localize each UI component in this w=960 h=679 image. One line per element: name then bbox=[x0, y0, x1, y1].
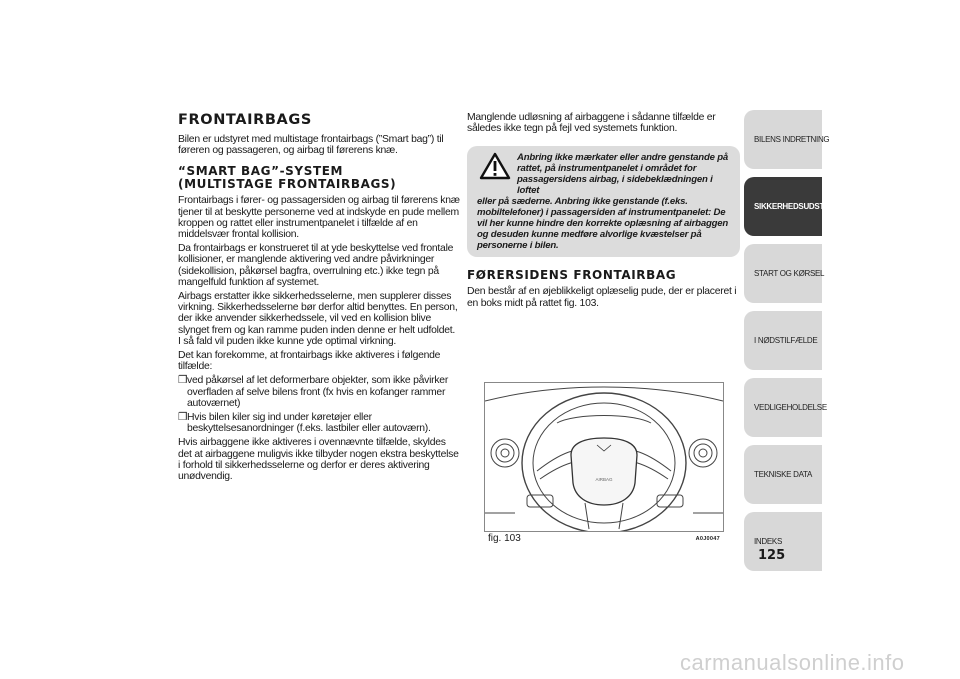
paragraph-3: Airbags erstatter ikke sikkerhedsselerne, men supplerer disses virkning. Sikkerhedsselerne bør derfor altid benyttes. En person, der ikke anvender sikkerhedssele, vil ved en kollision blive slynget frem og kan ramme puden inden denne er helt udfoldet. I så fald vil puden ikke kunne yde optimal virkning. bbox=[178, 291, 458, 347]
right-paragraph-1: Manglende udløsning af airbaggene i sådanne tilfælde er således ikke tegn på fejl ved systemets funktion. bbox=[467, 112, 716, 135]
section-heading-frontairbags: FRONTAIRBAGS bbox=[178, 112, 312, 128]
page-number: 125 bbox=[758, 548, 786, 563]
bullet-text: Hvis bilen kiler sig ind under køretøjer eller beskyttelsesanordninger (f.eks. lastbiler eller autoværn). bbox=[187, 412, 431, 435]
tab-label: BILENS INDRETNING bbox=[754, 135, 830, 144]
warning-rest-text: eller på sæderne. Anbring ikke genstande (f.eks. mobiltelefoner) i passagersiden af instrumentpanelet: De vil her kunne hindre den korrekte oplæsning af airbaggen og desuden kunne medføre alvorlige kvæstelser på personerne i bilen. bbox=[477, 196, 729, 252]
warning-lead-text: Anbring ikke mærkater eller andre genstande på rattet, på instrumentpanelet i området for passagersidens airbag, i sidebeklædningen i loftet bbox=[517, 152, 728, 197]
intro-paragraph: Bilen er udstyret med multistage frontairbags (”Smart bag”) til føreren og passageren, og airbag til førerens knæ. bbox=[178, 134, 444, 157]
tab-start-og-korsel[interactable] bbox=[744, 244, 825, 303]
tab-label: INDEKS bbox=[754, 537, 782, 546]
paragraph-4: Det kan forekomme, at frontairbags ikke aktiveres i følgende tilfælde: bbox=[178, 350, 441, 373]
right-paragraph-2: Den består af en øjeblikkeligt oplæselig pude, der er placeret i en boks midt på rattet fig. 103. bbox=[467, 286, 737, 309]
bullet-text: ved påkørsel af let deformerbare objekter, som ikke påvirker overfladen af selve bilens front (fx hvis en kofanger rammer autoværnet) bbox=[187, 375, 449, 409]
tab-label: I NØDSTILFÆLDE bbox=[754, 336, 818, 345]
subheading-line-1: “SMART BAG”-SYSTEM bbox=[178, 164, 344, 179]
paragraph-2: Da frontairbags er konstrueret til at yde beskyttelse ved frontale kollisioner, er manglende aktivering ved andre påvirkninger (sidekollision, påkørsel bagfra, overrulning etc.) ikke tegn på mangelfuld funktion af systemet. bbox=[178, 243, 454, 288]
right-column bbox=[467, 112, 740, 312]
left-column bbox=[178, 112, 460, 485]
steering-wheel-illustration bbox=[484, 382, 724, 532]
steering-wheel-drawing bbox=[485, 383, 723, 531]
tab-tekniske-data[interactable] bbox=[744, 445, 822, 504]
tab-label: TEKNISKE DATA bbox=[754, 470, 813, 479]
watermark: carmanualsonline.info bbox=[680, 650, 905, 675]
paragraph-1: Frontairbags i fører- og passagersiden og airbag til førerens knæ tjener til at beskytte personerne ved at indskyde en pude mellem kroppen og rattet eller instrumentpanelet i tilfælde af en middelsvær frontal kollision. bbox=[178, 195, 460, 241]
section-heading-driver-airbag: FØRERSIDENS FRONTAIRBAG bbox=[467, 268, 677, 283]
figure-103 bbox=[484, 382, 722, 542]
warning-box bbox=[467, 146, 740, 257]
warning-icon bbox=[479, 152, 511, 180]
tab-label: START OG KØRSEL bbox=[754, 269, 825, 278]
bullet-marker: ❒ bbox=[178, 375, 188, 387]
chapter-tabs bbox=[744, 110, 835, 579]
tab-sikkerhedsudstyr[interactable] bbox=[744, 177, 835, 236]
figure-code: A0J0047 bbox=[695, 536, 720, 542]
bullet-item bbox=[178, 375, 460, 409]
tab-vedligeholdelse[interactable] bbox=[744, 378, 827, 437]
paragraph-5: Hvis airbaggene ikke aktiveres i ovennævnte tilfælde, skyldes det at airbaggene muligvis ikke tilbyder nogen ekstra beskyttelse i forhold til sikkerhedsselerne og derfor er deres aktivering unødvendig. bbox=[178, 437, 459, 483]
tab-label: SIKKERHEDSUDSTYR bbox=[754, 202, 835, 211]
tab-label: VEDLIGEHOLDELSE bbox=[754, 403, 827, 412]
figure-label: fig. 103 bbox=[488, 533, 521, 544]
warning-text bbox=[477, 152, 732, 251]
airbag-label: AIRBAG bbox=[595, 477, 613, 482]
tab-bilens-indretning[interactable] bbox=[744, 110, 830, 169]
subheading-line-2: (MULTISTAGE FRONTAIRBAGS) bbox=[178, 177, 397, 192]
bullet-marker: ❒ bbox=[178, 412, 188, 424]
tab-i-nodstilfaelde[interactable] bbox=[744, 311, 822, 370]
bullet-item bbox=[178, 412, 460, 434]
